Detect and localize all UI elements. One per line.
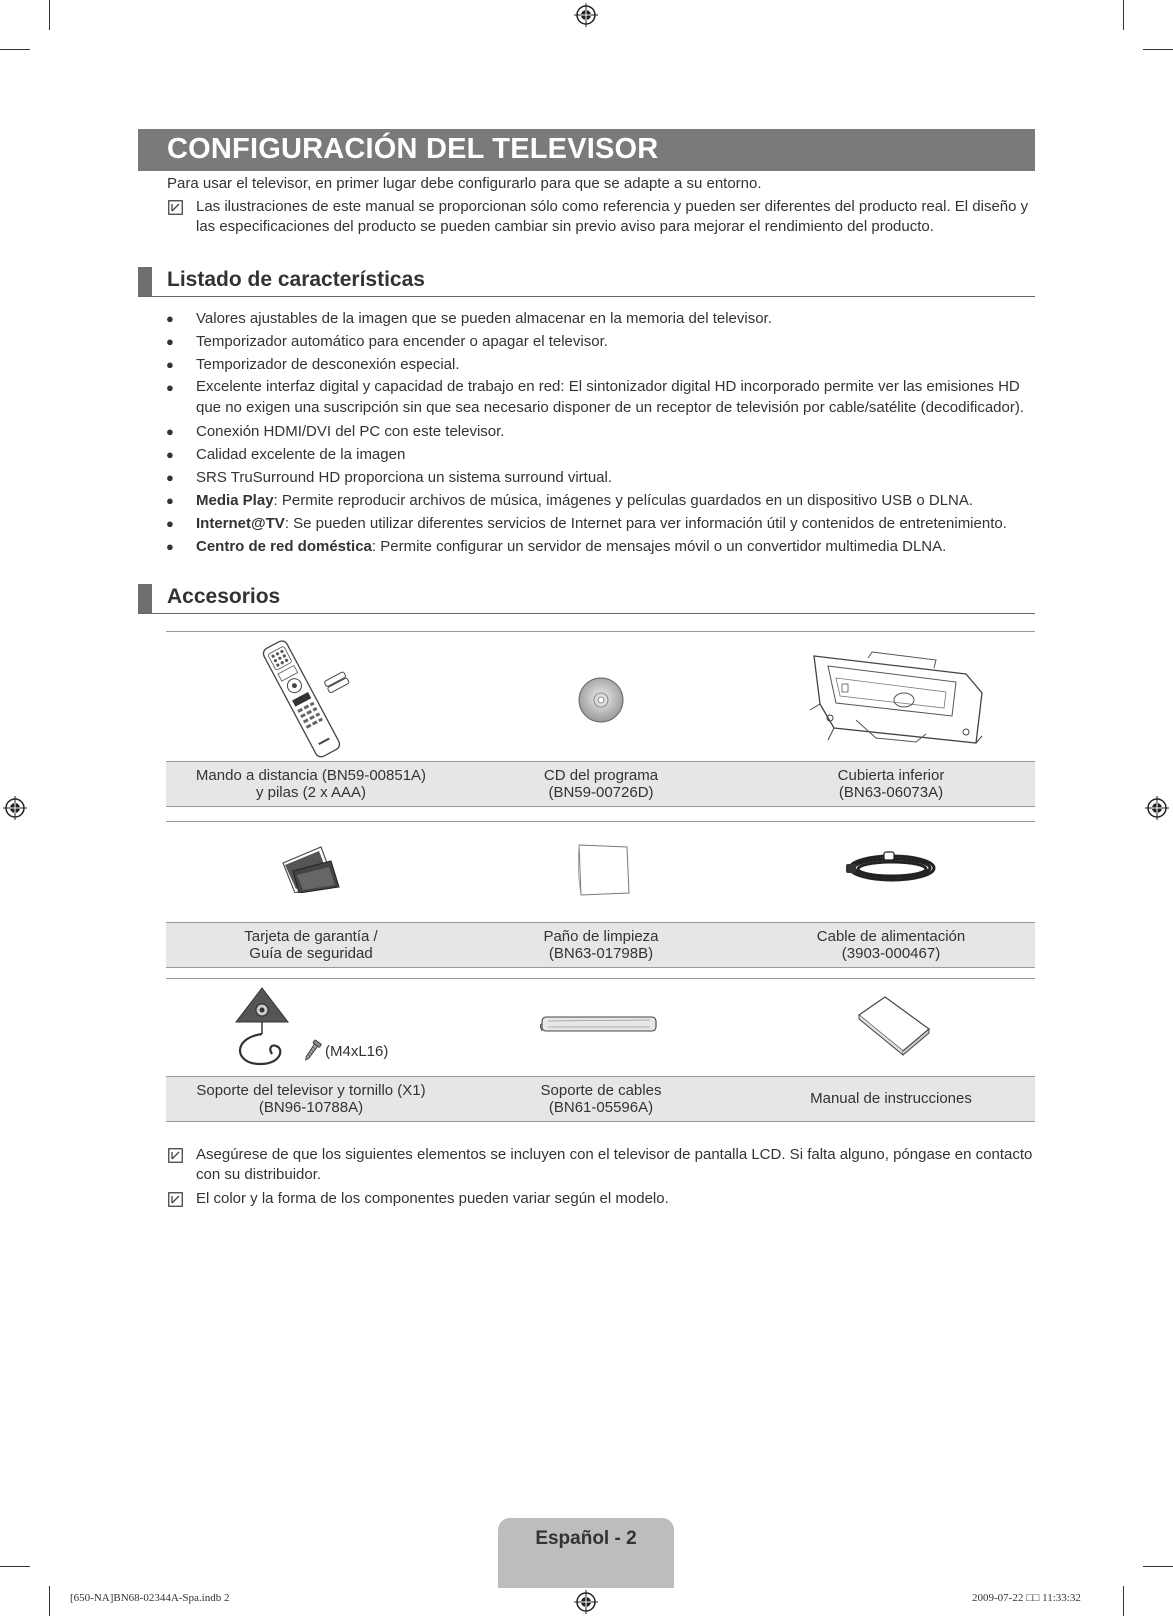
crop-mark [1143, 1566, 1173, 1567]
bullet-icon: ● [166, 493, 174, 508]
bullet-icon: ● [166, 424, 174, 439]
crop-mark [1123, 1586, 1124, 1616]
bottom-cover-icon [806, 648, 986, 748]
features-list [166, 307, 1036, 558]
screw-icon [302, 1039, 322, 1063]
accessory-label [456, 928, 746, 962]
accessory-detail: (BN63-01798B) [548, 945, 654, 962]
accessory-detail: y pilas (2 x AAA) [255, 784, 367, 801]
features-section-header [138, 267, 1035, 297]
date-slug: 2009-07-22 □□ 11:33:32 [972, 1592, 1081, 1604]
list-item [166, 376, 1036, 420]
accessory-name: Cubierta inferior [837, 767, 945, 784]
accessory-name: Cable de alimentación [816, 928, 966, 945]
accessory-label [456, 1082, 746, 1116]
feature-desc: : Permite configurar un servidor de mensajes móvil o un convertidor multimedia DLNA. [371, 538, 947, 555]
list-item-text: Temporizador de desconexión especial. [196, 356, 460, 373]
bullet-icon: ● [166, 311, 174, 326]
accessory-label [166, 928, 456, 962]
accessories-note-line: con su distribuidor. [196, 1166, 322, 1183]
list-item [166, 466, 1036, 489]
accessory-cell [166, 923, 456, 967]
accessory-cell [456, 762, 746, 806]
list-item [166, 443, 1036, 466]
list-item-text: Valores ajustables de la imagen que se pueden almacenar en la memoria del televisor. [196, 310, 772, 327]
accessories-row [166, 631, 1035, 812]
accessory-cell [746, 1077, 1036, 1121]
feature-desc: : Se pueden utilizar diferentes servicios de Internet para ver información útil y contenidos de entretenimiento. [284, 515, 1007, 532]
list-item [166, 489, 1036, 512]
crop-mark [1143, 49, 1173, 50]
accessory-cell [166, 1077, 456, 1121]
accessories-section-header [138, 584, 1035, 614]
note-icon [168, 1192, 183, 1207]
accessories-note [196, 1145, 1046, 1185]
registration-mark-icon [3, 796, 27, 820]
page-number: Español - 2 [535, 1528, 637, 1549]
cleaning-cloth-icon [575, 843, 631, 897]
accessories-title: Accesorios [167, 585, 281, 608]
list-item-text [196, 512, 1036, 535]
crop-mark [0, 1566, 30, 1567]
accessory-name: Soporte del televisor y tornillo (X1) [196, 1082, 426, 1099]
intro-text: Para usar el televisor, en primer lugar debe configurarlo para que se adapte a su entorno. [167, 175, 762, 192]
list-item [166, 353, 1036, 376]
note-icon [168, 1148, 183, 1163]
remote-control-icon [261, 636, 361, 761]
crop-mark [1123, 0, 1124, 30]
accessory-label [166, 1082, 456, 1116]
bullet-icon: ● [166, 334, 174, 349]
list-item-text [196, 535, 1036, 558]
accessory-name: Manual de instrucciones [810, 1090, 972, 1107]
accessory-detail: (3903-000467) [841, 945, 941, 962]
accessory-cell [166, 762, 456, 806]
accessory-name: Paño de limpieza [543, 928, 659, 945]
list-item-line: Excelente interfaz digital y capacidad de trabajo en red: El sintonizador digital HD incorporado permite ver las emisiones HD [196, 378, 1020, 395]
accessories-label-row [166, 922, 1035, 968]
power-cord-icon [844, 848, 940, 888]
accessories-label-row [166, 1076, 1035, 1122]
accessory-cell [746, 923, 1036, 967]
accessory-detail: (BN59-00726D) [548, 784, 654, 801]
list-item [166, 420, 1036, 443]
crop-mark [0, 49, 30, 50]
accessory-cell [456, 1077, 746, 1121]
intro-note-line: Las ilustraciones de este manual se proporcionan sólo como referencia y pueden ser diferentes del producto real. El diseño y [196, 198, 1029, 215]
note-icon [168, 200, 183, 215]
feature-name: Internet@TV [196, 515, 285, 532]
bullet-icon: ● [166, 516, 174, 531]
screw-size-label: (M4xL16) [325, 1043, 389, 1060]
accessory-label [746, 928, 1036, 962]
bullet-icon: ● [166, 539, 174, 554]
accessory-detail: (BN63-06073A) [838, 784, 944, 801]
bullet-icon: ● [166, 380, 174, 395]
accessory-name: Tarjeta de garantía / [244, 928, 378, 945]
intro-note-line: las especificaciones del producto se pueden cambiar sin previo aviso para mejorar el rendimiento del producto. [196, 218, 934, 235]
feature-name: Media Play [196, 492, 274, 509]
accessory-label [456, 767, 746, 801]
list-item [166, 512, 1036, 535]
feature-desc: : Permite reproducir archivos de música, imágenes y películas guardados en un dispositivo USB o DLNA. [273, 492, 974, 509]
accessories-note: El color y la forma de los componentes pueden variar según el modelo. [196, 1190, 669, 1207]
accessory-cell [456, 923, 746, 967]
list-item-text: Conexión HDMI/DVI del PC con este televisor. [196, 423, 505, 440]
tv-holder-icon [232, 986, 292, 1068]
list-item-text: SRS TruSurround HD proporciona un sistema surround virtual. [196, 469, 613, 486]
accessory-name: Soporte de cables [540, 1082, 662, 1099]
list-item [166, 307, 1036, 330]
list-item-text: Calidad excelente de la imagen [196, 446, 406, 463]
registration-mark-icon [574, 1590, 598, 1614]
accessories-row [166, 821, 1035, 968]
list-item-text [196, 376, 1036, 420]
accessory-detail: (BN61-05596A) [548, 1099, 654, 1116]
section-marker [138, 584, 152, 613]
file-slug: [650-NA]BN68-02344A-Spa.indb 2 [70, 1592, 230, 1604]
accessory-name: Mando a distancia (BN59-00851A) [195, 767, 427, 784]
list-item-text [196, 489, 1036, 512]
registration-mark-icon [574, 3, 598, 27]
warranty-card-icon [281, 843, 341, 893]
intro-note [196, 197, 1046, 237]
cd-icon [577, 676, 625, 724]
accessories-row [166, 978, 1035, 1123]
accessories-label-row [166, 761, 1035, 807]
crop-mark [49, 0, 50, 30]
accessory-detail: (BN96-10788A) [258, 1099, 364, 1116]
accessory-cell [746, 762, 1036, 806]
features-title: Listado de características [167, 268, 425, 291]
bullet-icon: ● [166, 447, 174, 462]
cable-holder-icon [540, 1013, 660, 1035]
crop-mark [49, 1586, 50, 1616]
accessory-name: CD del programa [543, 767, 659, 784]
list-item [166, 535, 1036, 558]
feature-name: Centro de red doméstica [196, 538, 372, 555]
bullet-icon: ● [166, 357, 174, 372]
bullet-icon: ● [166, 470, 174, 485]
accessory-label [746, 767, 1036, 801]
section-marker [138, 267, 152, 296]
page-title: CONFIGURACIÓN DEL TELEVISOR [167, 133, 659, 165]
accessory-detail: Guía de seguridad [249, 945, 373, 962]
page-title-bar [138, 129, 1035, 171]
list-item [166, 330, 1036, 353]
list-item-line: que no exigen una suscripción sin que sea necesario disponer de un receptor de televisión por cable/satélite (decodificador). [196, 398, 1025, 416]
list-item-text: Temporizador automático para encender o apagar el televisor. [196, 333, 608, 350]
accessory-label [166, 767, 456, 801]
page-number-tab [498, 1518, 674, 1588]
accessories-note-line: Asegúrese de que los siguientes elementos se incluyen con el televisor de pantalla LCD. Si falta alguno, póngase en contacto [196, 1146, 1033, 1163]
manual-icon [857, 995, 931, 1057]
registration-mark-icon [1145, 796, 1169, 820]
accessory-label [746, 1090, 1036, 1107]
